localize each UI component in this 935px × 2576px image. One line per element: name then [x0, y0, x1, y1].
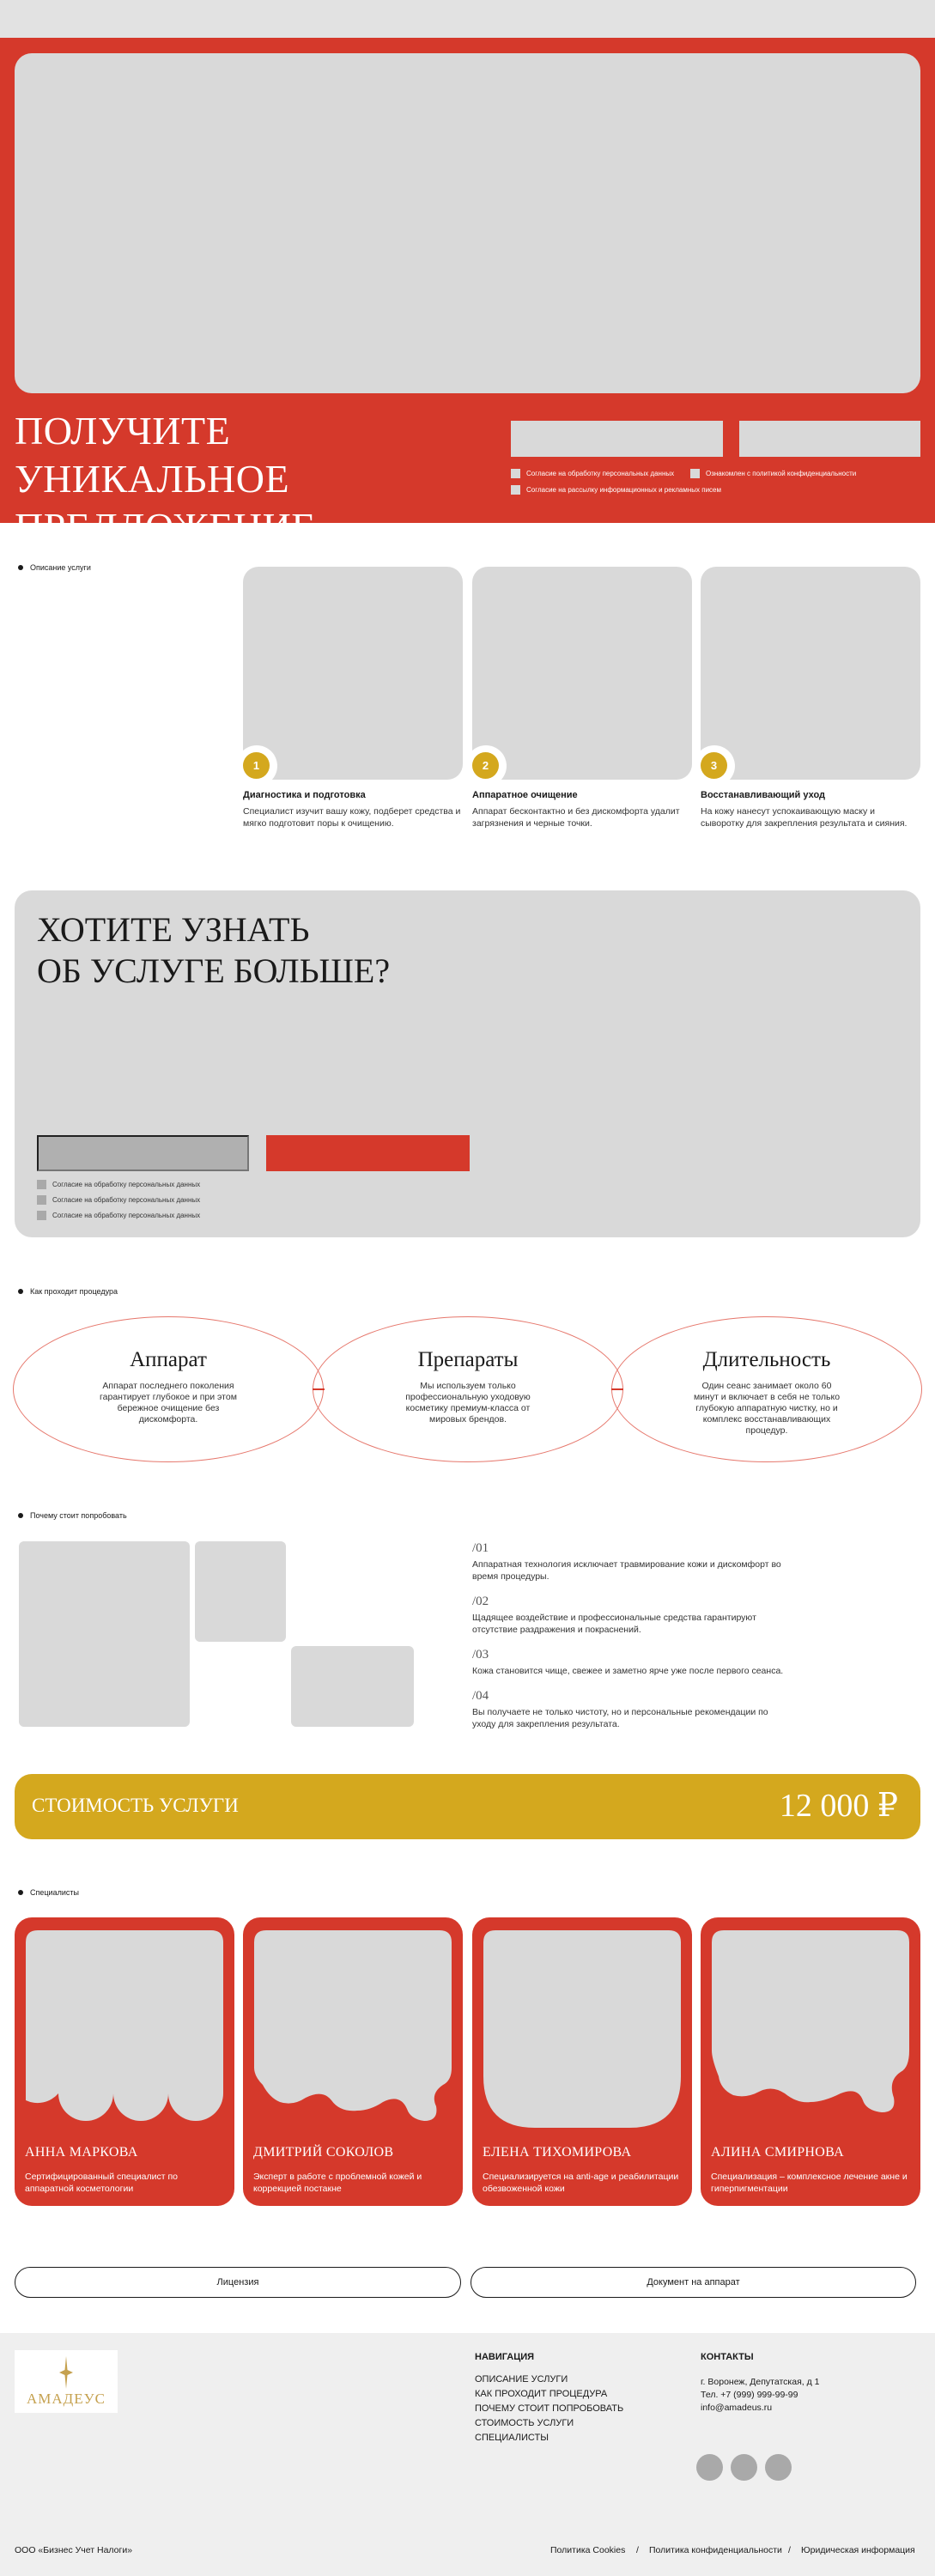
footer-nav-link[interactable]: ОПИСАНИЕ УСЛУГИ	[475, 2374, 568, 2385]
hero-consent-privacy[interactable]	[690, 469, 856, 478]
step-title: Аппаратное очищение	[472, 790, 578, 800]
step-description: Аппарат бесконтактно и без дискомфорта удалит загрязнения и черные точки.	[472, 806, 680, 829]
consent-label: Согласие на рассылку информационных и рекламных писем	[526, 486, 722, 494]
top-bar	[0, 0, 935, 38]
star-icon	[59, 2356, 73, 2389]
logo-wordmark: АМАДЕУС	[26, 2391, 106, 2407]
bullet-dot	[18, 1289, 23, 1294]
checkbox[interactable]	[511, 485, 520, 495]
price-label: СТОИМОСТЬ УСЛУГИ	[32, 1795, 239, 1816]
footer-nav-title: НАВИГАЦИЯ	[475, 2352, 535, 2362]
why-image-medium	[291, 1646, 414, 1727]
bullet-dot	[18, 565, 23, 570]
step-number-badge: 3	[701, 752, 727, 779]
footer-contacts-title: КОНТАКТЫ	[701, 2352, 754, 2362]
step-image	[701, 567, 920, 780]
why-image-small	[195, 1541, 286, 1642]
hero-phone-input[interactable]	[739, 421, 920, 457]
consent-label: Согласие на обработку персональных данных	[52, 1196, 201, 1204]
why-image-large	[19, 1541, 190, 1727]
more-consent-3[interactable]	[37, 1211, 200, 1220]
checkbox[interactable]	[37, 1211, 46, 1220]
why-item	[472, 1689, 790, 1730]
hero-consent-personal-data[interactable]	[511, 469, 674, 478]
procedure-title: Длительность	[702, 1348, 831, 1371]
procedure-ellipse-duration	[611, 1316, 922, 1462]
why-item-number: /01	[472, 1541, 489, 1555]
step-number-badge: 1	[243, 752, 270, 779]
procedure-ellipse-products	[313, 1316, 623, 1462]
step-number-badge: 2	[472, 752, 499, 779]
hero-consent-newsletter[interactable]	[511, 485, 721, 495]
consent-label: Ознакомлен с политикой конфиденциальности	[706, 470, 857, 477]
ellipse-connector	[313, 1388, 325, 1390]
specialist-description: Эксперт в работе с проблемной кожей и коррекцией постакне	[253, 2172, 422, 2194]
step-title: Восстанавливающий уход	[701, 790, 826, 800]
consent-label: Согласие на обработку персональных данных	[52, 1212, 201, 1219]
more-title-line2: ОБ УСЛУГЕ БОЛЬШЕ?	[37, 951, 391, 990]
bullet-dot	[18, 1890, 23, 1895]
service-step-1	[243, 567, 463, 829]
cookies-policy-link[interactable]: Политика Cookies	[550, 2545, 626, 2555]
procedure-description: Мы используем только профессиональную уходовую косметику премиум-класса от мировых брендов.	[405, 1381, 531, 1425]
why-item-text: Вы получаете не только чистоту, но и персональные рекомендации по уходу для закрепления результата.	[472, 1707, 768, 1729]
more-info-title	[37, 909, 390, 992]
specialist-photo	[483, 1930, 681, 2132]
procedure-description: Один сеанс занимает около 60 минут и включает в себя не только глубокую аппаратную чистку, но и комплекс восстанавливающих процедур.	[693, 1381, 841, 1436]
procedure-ellipse-device	[13, 1316, 324, 1462]
checkbox[interactable]	[690, 469, 700, 478]
specialist-photo	[26, 1930, 223, 2132]
section-label-specialists	[18, 1888, 79, 1897]
step-image	[472, 567, 692, 780]
specialist-description: Специализация – комплексное лечение акне и гиперпигментации	[711, 2172, 908, 2194]
section-label-services	[18, 563, 91, 572]
license-button[interactable]: Лицензия	[15, 2267, 461, 2298]
social-icon[interactable]	[731, 2454, 757, 2481]
more-consent-1[interactable]	[37, 1180, 200, 1189]
ellipse-connector	[611, 1388, 623, 1390]
section-label-text: Как проходит процедура	[30, 1287, 118, 1296]
why-item	[472, 1648, 790, 1677]
specialist-card[interactable]	[15, 1917, 234, 2206]
service-step-2	[472, 567, 692, 829]
specialist-description: Сертифицированный специалист по аппаратной косметологии	[25, 2172, 178, 2194]
why-item-number: /02	[472, 1595, 489, 1608]
social-icon[interactable]	[765, 2454, 792, 2481]
hero-title-line2: ПРЕДЛОЖЕНИЕ	[15, 505, 316, 549]
why-list	[472, 1541, 790, 1742]
specialist-card[interactable]	[243, 1917, 463, 2206]
why-item-text: Кожа становится чище, свежее и заметно ярче уже после первого сеанса.	[472, 1666, 784, 1676]
footer-nav-link[interactable]: СПЕЦИАЛИСТЫ	[475, 2433, 549, 2443]
service-step-3	[701, 567, 920, 829]
separator: /	[788, 2545, 791, 2555]
hero-image	[15, 53, 920, 393]
footer-email[interactable]: info@amadeus.ru	[701, 2403, 773, 2413]
checkbox[interactable]	[37, 1195, 46, 1205]
section-label-text: Почему стоит попробовать	[30, 1511, 127, 1520]
section-label-procedure	[18, 1287, 118, 1296]
footer-nav-link[interactable]: КАК ПРОХОДИТ ПРОЦЕДУРА	[475, 2389, 608, 2399]
more-consent-2[interactable]	[37, 1195, 200, 1205]
step-description: Специалист изучит вашу кожу, подберет средства и мягко подготовит поры к очищению.	[243, 806, 461, 829]
step-image	[243, 567, 463, 780]
why-item-text: Аппаратная технология исключает травмирование кожи и дискомфорт во время процедуры.	[472, 1559, 781, 1582]
section-label-text: Специалисты	[30, 1888, 79, 1897]
hero-title-line1: ПОЛУЧИТЕ УНИКАЛЬНОЕ	[15, 409, 290, 501]
price-value: 12 000 ₽	[779, 1788, 898, 1824]
footer-phone[interactable]: Тел. +7 (999) 999-99-99	[701, 2390, 798, 2400]
social-icon[interactable]	[696, 2454, 723, 2481]
hero-section	[0, 38, 935, 549]
more-submit-button[interactable]	[266, 1135, 470, 1171]
why-item	[472, 1595, 790, 1636]
more-phone-input[interactable]	[37, 1135, 249, 1171]
section-label-text: Описание услуги	[30, 563, 91, 572]
specialist-card[interactable]	[472, 1917, 692, 2206]
why-item-text: Щадящее воздействие и профессиональные средства гарантируют отсутствие раздражения и покраснений.	[472, 1613, 756, 1635]
specialist-name: ЕЛЕНА ТИХОМИРОВА	[483, 2145, 632, 2160]
consent-label: Согласие на обработку персональных данных	[526, 470, 675, 477]
checkbox[interactable]	[37, 1180, 46, 1189]
procedure-title: Аппарат	[130, 1348, 207, 1371]
hero-name-input[interactable]	[511, 421, 723, 457]
procedure-description: Аппарат последнего поколения гарантирует глубокое и при этом бережное очищение без дискомфорта.	[100, 1381, 237, 1425]
device-document-button[interactable]: Документ на аппарат	[471, 2267, 916, 2298]
specialist-photo	[712, 1930, 909, 2132]
more-info-form	[15, 890, 920, 1237]
footer-company: ООО «Бизнес Учет Налоги»	[15, 2545, 133, 2555]
hero-title	[15, 407, 495, 551]
specialist-photo	[254, 1930, 452, 2132]
footer-nav-link[interactable]: ПОЧЕМУ СТОИТ ПОПРОБОВАТЬ	[475, 2403, 624, 2414]
specialist-name: ДМИТРИЙ СОКОЛОВ	[253, 2145, 394, 2160]
logo[interactable]	[15, 2350, 118, 2413]
procedure-title: Препараты	[417, 1348, 519, 1371]
step-description: На кожу нанесут успокаивающую маску и сыворотку для закрепления результата и сияния.	[701, 806, 908, 829]
specialist-description: Специализируется на anti-age и реабилитации обезвоженной кожи	[483, 2172, 679, 2194]
legal-info-link[interactable]: Юридическая информация	[801, 2545, 915, 2555]
privacy-policy-link[interactable]: Политика конфиденциальности	[649, 2545, 782, 2555]
footer-nav-link[interactable]: СТОИМОСТЬ УСЛУГИ	[475, 2418, 574, 2428]
more-title-line1: ХОТИТЕ УЗНАТЬ	[37, 910, 310, 949]
why-item-number: /04	[472, 1689, 489, 1703]
footer	[0, 2333, 935, 2576]
footer-address: г. Воронеж, Депутатская, д 1	[701, 2377, 820, 2387]
separator: /	[636, 2545, 639, 2555]
bullet-dot	[18, 1513, 23, 1518]
specialist-name: АЛИНА СМИРНОВА	[711, 2145, 844, 2160]
specialist-name: АННА МАРКОВА	[25, 2145, 138, 2160]
section-label-why	[18, 1511, 127, 1520]
specialist-card[interactable]	[701, 1917, 920, 2206]
checkbox[interactable]	[511, 469, 520, 478]
why-item	[472, 1541, 790, 1583]
consent-label: Согласие на обработку персональных данных	[52, 1181, 201, 1188]
why-item-number: /03	[472, 1648, 489, 1662]
step-title: Диагностика и подготовка	[243, 790, 366, 800]
price-banner	[15, 1774, 920, 1839]
